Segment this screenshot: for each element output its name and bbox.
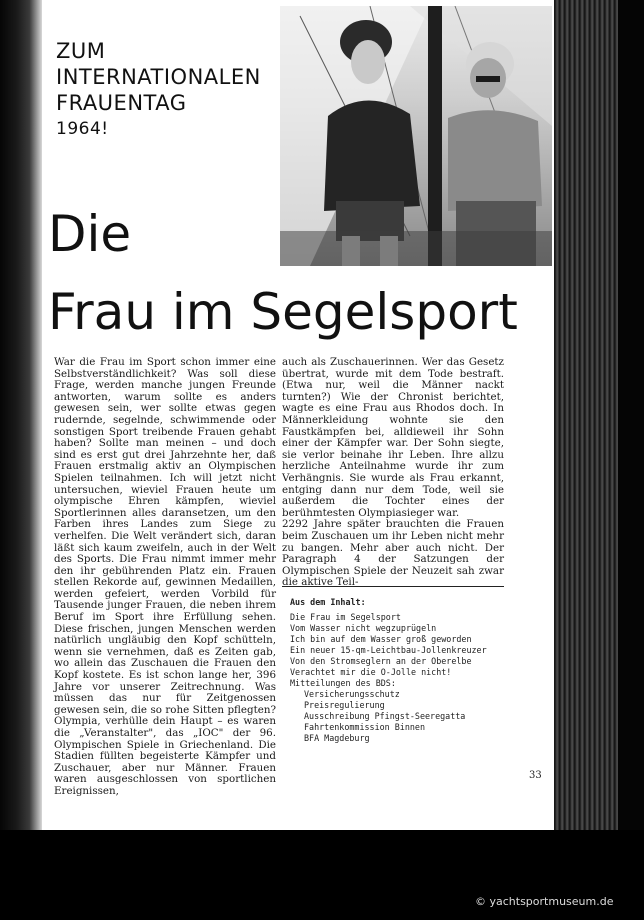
- article-paragraph: War die Frau im Sport schon immer eine Selbstverständlichkeit? Was soll diese Frage, werden manche jungen Freunde antworten, warum sollte es anders gewesen sein, wer sollte etwas gegen rudernde, segelnde, schwimmende oder sonstigen Sport treibende Frauen gehabt haben? Sollte man meinen – und doch sind es erst gut drei Jahrzehnte her, daß Frauen erstmalig aktiv an Olympischen Spielen teilnahmen. Ich will jetzt nicht untersuchen, wieviel Frauen heute um olympische Ehren kämpfen, wieviel Sportlerinnen alles daransetzen, um den Farben ihres Landes zum Siege zu verhelfen. Die Welt verändert sich, daran läßt sich kaum zweifeln, auch in der Welt des Sports. Die Frau nimmt immer mehr den ihr gebührenden Platz ein. Frauen stellen Rekorde auf, gewinnen Medaillen, werden gefeiert, werden Vorbild für Tausende junger Frauen, die neben ihrem Beruf im Sport ihre Erfüllung sehen. Diese frischen, jungen Menschen werden natürlich ungläubig den Kopf schütteln, wenn sie vernehmen, daß es Zeiten gab, wo allein das Zuschauen die Frauen den Kopf kostete. Es ist schon lange her, 396 Jahre vor unserer Zeitrechnung. Was müssen das nur für Zeitgenossen gewesen sein, die so rohe Sitten pflegten? Olympia, verhülle dein Haupt – es waren die „Veranstalter", das „IOC" der 96. Olympischen Spiele in Griechenland. Die Stadien füllten begeisterte Kämpfer und Zuschauer, aber nur Männer. Frauen waren ausgeschlossen von sportlichen Ereignissen,: [54, 356, 276, 797]
- kicker-line-3: FRAUENTAG: [56, 91, 187, 115]
- contents-subitem: Ausschreibung Pfingst-Seeregatta: [304, 711, 466, 721]
- contents-item: Von den Stromseglern an der Oberelbe: [290, 656, 472, 666]
- contents-item: Verachtet mir die O-Jolle nicht!: [290, 667, 452, 677]
- contents-list: [282, 612, 504, 678]
- contents-item: Ein neuer 15-qm-Leichtbau-Jollenkreuzer: [290, 645, 487, 655]
- page-number: 33: [529, 770, 542, 781]
- contents-subitem: Preisregulierung: [304, 700, 385, 710]
- photo-two-women-sailing: [280, 6, 552, 266]
- contents-box: [282, 586, 504, 777]
- contents-subitem: Versicherungsschutz: [304, 689, 400, 699]
- contents-item: Vom Wasser nicht wegzuprügeln: [290, 623, 437, 633]
- contents-subheading: Mitteilungen des BDS:: [290, 678, 396, 688]
- contents-heading: Aus dem Inhalt:: [290, 597, 366, 607]
- book-left-edge: [0, 0, 42, 830]
- book-back-edge: [618, 0, 644, 830]
- contents-subitem: BFA Magdeburg: [304, 733, 370, 743]
- contents-item: Die Frau im Segelsport: [290, 612, 401, 622]
- contents-sublist: [282, 689, 504, 744]
- article-column-1: [54, 357, 276, 798]
- kicker-line-1: ZUM: [56, 39, 106, 63]
- watermark: © yachtsportmuseum.de: [475, 895, 614, 908]
- kicker-headline: [56, 38, 280, 142]
- contents-item: Ich bin auf dem Wasser groß geworden: [290, 634, 472, 644]
- contents-subitem: Fahrtenkommission Binnen: [304, 722, 426, 732]
- article-column-2: [282, 357, 504, 589]
- kicker-line-4: 1964!: [56, 119, 109, 139]
- article-paragraph: auch als Zuschauerinnen. Wer das Gesetz übertrat, wurde mit dem Tode bestraft. (Etwa nur, weil die Männer nackt turnten?) Wie der Chronist berichtet, wagte es eine Frau aus Rhodos doch. In Männerkleidung wohnte sie den Faustkämpfen bei, alldieweil ihr Sohn einer der Kämpfer war. Der Sohn siegte, sie verlor beinahe ihr Leben. Ihre allzu herzliche Anteilnahme wurde ihr zum Verhängnis. Sie wurde als Frau erkannt, entging dann nur dem Tode, weil sie außerdem die Tochter eines der berühmtesten Olympiasieger war.: [282, 356, 504, 519]
- kicker-line-2: INTERNATIONALEN: [56, 65, 261, 89]
- contents-sub-heading-wrap: [282, 678, 504, 689]
- article-title-line-2: Frau im Segelsport: [48, 283, 518, 341]
- article-paragraph: 2292 Jahre später brauchten die Frauen beim Zuschauen um ihr Leben nicht mehr zu bangen. Mehr aber auch nicht. Der Paragraph 4 der Satzungen der Olympischen Spiele der Neuzeit sah zwar die aktive Teil-: [282, 518, 504, 589]
- book-page-stack: [554, 0, 618, 830]
- magazine-page: [42, 0, 554, 830]
- article-title-line-1: Die: [48, 205, 132, 263]
- photo-illustration: [280, 6, 552, 266]
